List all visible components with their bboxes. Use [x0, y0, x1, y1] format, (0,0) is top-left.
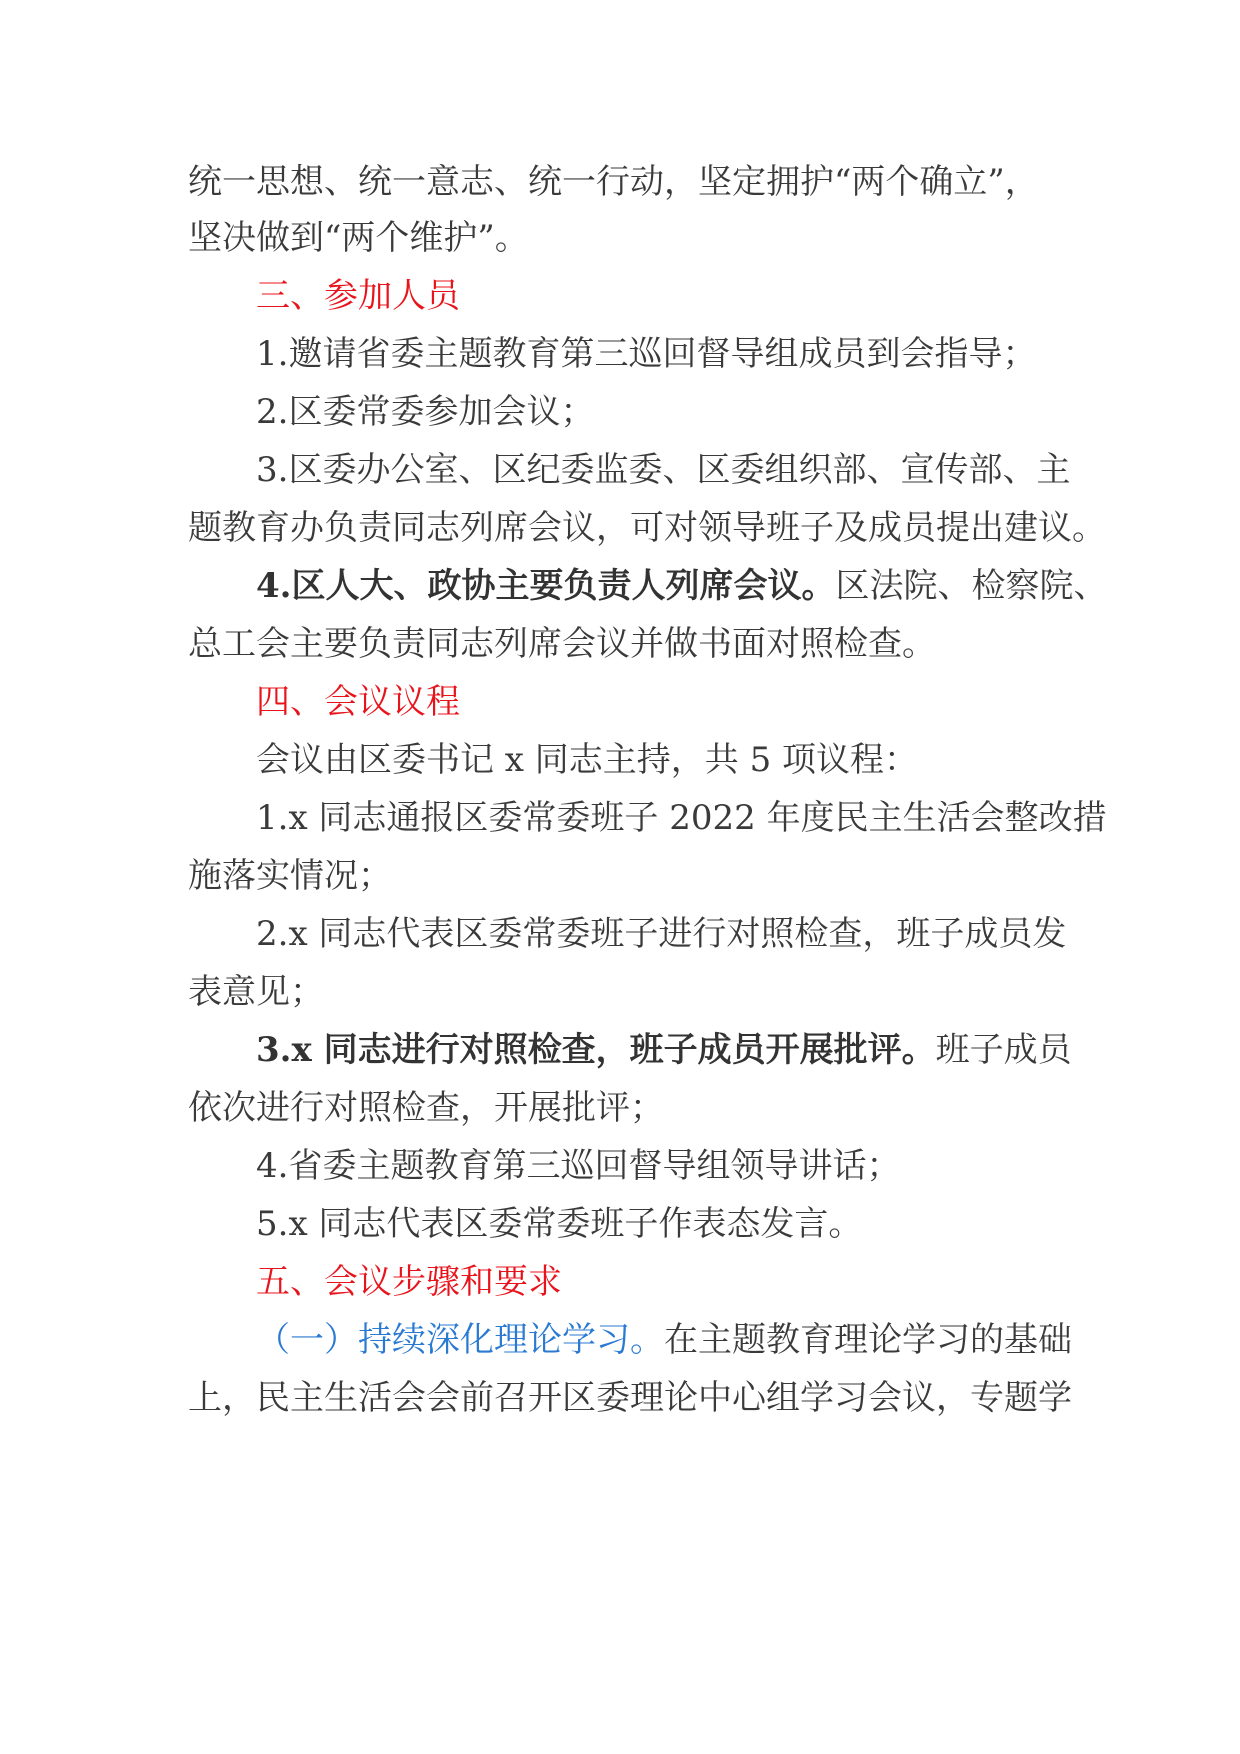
list-item	[0, 1028, 1240, 1072]
list-item	[0, 1144, 1240, 1188]
paragraph-text: 上，民主生活会会前召开区委理论中心组学习会议，专题学	[188, 1378, 1072, 1418]
list-item-text: 依次进行对照检查，开展批评；	[188, 1088, 664, 1128]
list-item	[0, 564, 1240, 608]
paragraph-line	[0, 216, 1240, 260]
list-item-text: 2.区委常委参加会议；	[256, 392, 595, 432]
list-item-text: 2.x 同志代表区委常委班子进行对照检查，班子成员发	[256, 914, 1067, 954]
list-item-text: 班子成员	[935, 1030, 1072, 1070]
section-heading-text: 四、会议议程	[256, 682, 460, 722]
list-item-continuation	[0, 1086, 1240, 1130]
section-heading	[0, 274, 1240, 318]
list-item-text: 4.省委主题教育第三巡回督导组领导讲话；	[256, 1146, 901, 1186]
list-item-text: 题教育办负责同志列席会议，可对领导班子及成员提出建议。	[188, 508, 1106, 548]
list-item	[0, 332, 1240, 376]
paragraph-line	[0, 1376, 1240, 1420]
list-item-continuation	[0, 622, 1240, 666]
list-item-text: 总工会主要负责同志列席会议并做书面对照检查。	[188, 624, 936, 664]
list-item-text: 施落实情况；	[188, 856, 392, 896]
subsection-heading: （一）持续深化理论学习。	[256, 1320, 664, 1360]
section-heading-text: 三、参加人员	[256, 276, 460, 316]
section-heading	[0, 680, 1240, 724]
paragraph-line	[0, 738, 1240, 782]
list-item	[0, 1202, 1240, 1246]
list-item-bold-text: 4.区人大、政协主要负责人列席会议。	[256, 566, 836, 606]
list-item-text: 1.邀请省委主题教育第三巡回督导组成员到会指导；	[256, 334, 1037, 374]
paragraph-text: 会议由区委书记 x 同志主持，共 5 项议程：	[256, 740, 919, 780]
section-heading	[0, 1260, 1240, 1304]
list-item-continuation	[0, 970, 1240, 1014]
list-item	[0, 796, 1240, 840]
list-item-continuation	[0, 506, 1240, 550]
list-item-text: 区法院、检察院、	[835, 566, 1108, 606]
list-item	[0, 912, 1240, 956]
list-item-text: 5.x 同志代表区委常委班子作表态发言。	[256, 1204, 863, 1244]
section-heading-text: 五、会议步骤和要求	[256, 1262, 562, 1302]
list-item-text: 1.x 同志通报区委常委班子 2022 年度民主生活会整改措	[256, 798, 1107, 838]
list-item-text: 3.区委办公室、区纪委监委、区委组织部、宣传部、主	[256, 450, 1071, 490]
list-item-bold-text: 3.x 同志进行对照检查，班子成员开展批评。	[256, 1030, 936, 1070]
list-item-text: 表意见；	[188, 972, 324, 1012]
paragraph-text: 统一思想、统一意志、统一行动，坚定拥护“两个确立”，	[188, 162, 1039, 202]
paragraph-text: 坚决做到“两个维护”。	[188, 218, 529, 258]
paragraph-line	[0, 1318, 1240, 1362]
paragraph-text: 在主题教育理论学习的基础	[664, 1320, 1072, 1360]
paragraph-line	[0, 160, 1240, 204]
list-item	[0, 390, 1240, 434]
list-item	[0, 448, 1240, 492]
list-item-continuation	[0, 854, 1240, 898]
